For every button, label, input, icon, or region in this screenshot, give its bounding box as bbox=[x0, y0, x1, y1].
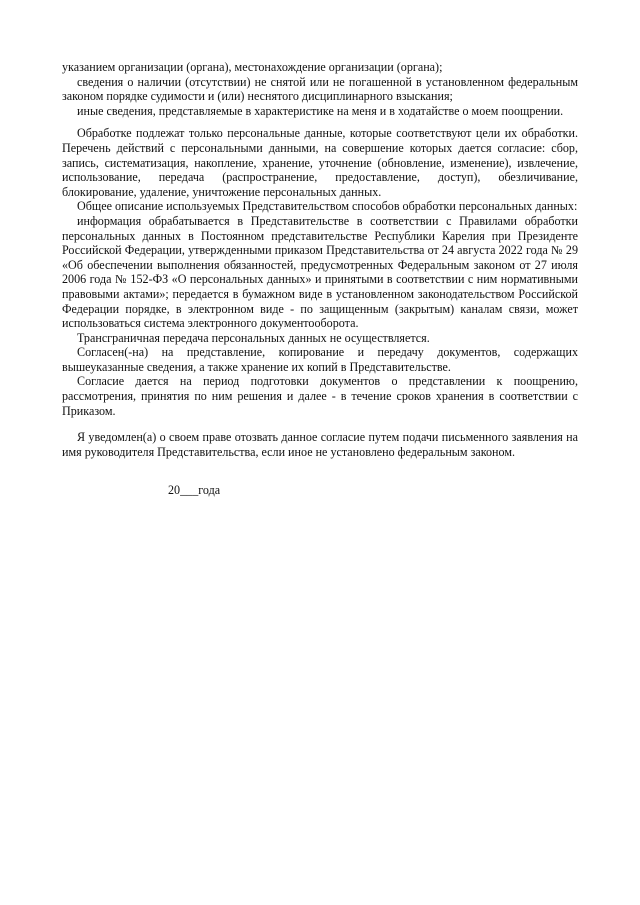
paragraph-processing-rules: информация обрабатывается в Представительстве в соответствии с Правилами обработки персональных данных в Постоянном представительстве Республики Карелия при Президенте Российской Федерации, утвержденными приказом Представительства от 24 августа 2022 года № 29 «Об обеспечении выполнения обязанностей, предусмотренных Федеральным законом от 27 июля 2006 года № 152-ФЗ «О персональных данных» и принятыми в соответствии с ним нормативными правовыми актами»; передается в бумажном виде в установленном законодательством Российской Федерации порядке, в электронном виде - по защищенным (закрытым) каналам связи, может использоваться система электронного документооборота. bbox=[62, 213, 578, 331]
paragraph-revocation-notice: Я уведомлен(а) о своем праве отозвать данное согласие путем подачи письменного заявления на имя руководителя Представительства, если иное не установлено федеральным законом. bbox=[62, 430, 578, 459]
paragraph-processing-actions: Обработке подлежат только персональные данные, которые соответствуют цели их обработки. Перечень действий с персональными данными, на совершение которых дается согласие: сбор, запись, систематизация, накопление, хранение, уточнение (обновление, изменение), извлечение, использование, передача (распространение, предоставление, доступ), обезличивание, блокирование, удаление, уничтожение персональных данных. bbox=[62, 126, 578, 199]
paragraph-other-information: иные сведения, представляемые в характеристике на меня и в ходатайстве о моем поощрении. bbox=[77, 103, 564, 118]
document-page bbox=[62, 60, 578, 459]
paragraph-consent-copying: Согласен(-на) на представление, копирование и передачу документов, содержащих вышеуказанные сведения, а также хранение их копий в Представительстве. bbox=[62, 345, 578, 374]
paragraph-organization-location: указанием организации (органа), местонахождение организации (органа); bbox=[62, 60, 443, 74]
paragraph-processing-methods-heading: Общее описание используемых Представительством способов обработки персональных данных: bbox=[77, 199, 578, 214]
paragraph-consent-period: Согласие дается на период подготовки документов о представлении к поощрению, рассмотрения, принятия по ним решения и далее - в течение сроков хранения в соответствии с Приказом. bbox=[62, 374, 578, 418]
paragraph-cross-border-transfer: Трансграничная передача персональных данных не осуществляется. bbox=[77, 330, 430, 345]
paragraph-criminal-record: сведения о наличии (отсутствии) не снятой или не погашенной в установленном федеральным законом порядке судимости и (или) неснятого дисциплинарного взыскания; bbox=[62, 74, 578, 104]
date-line: 20___года bbox=[168, 483, 221, 497]
